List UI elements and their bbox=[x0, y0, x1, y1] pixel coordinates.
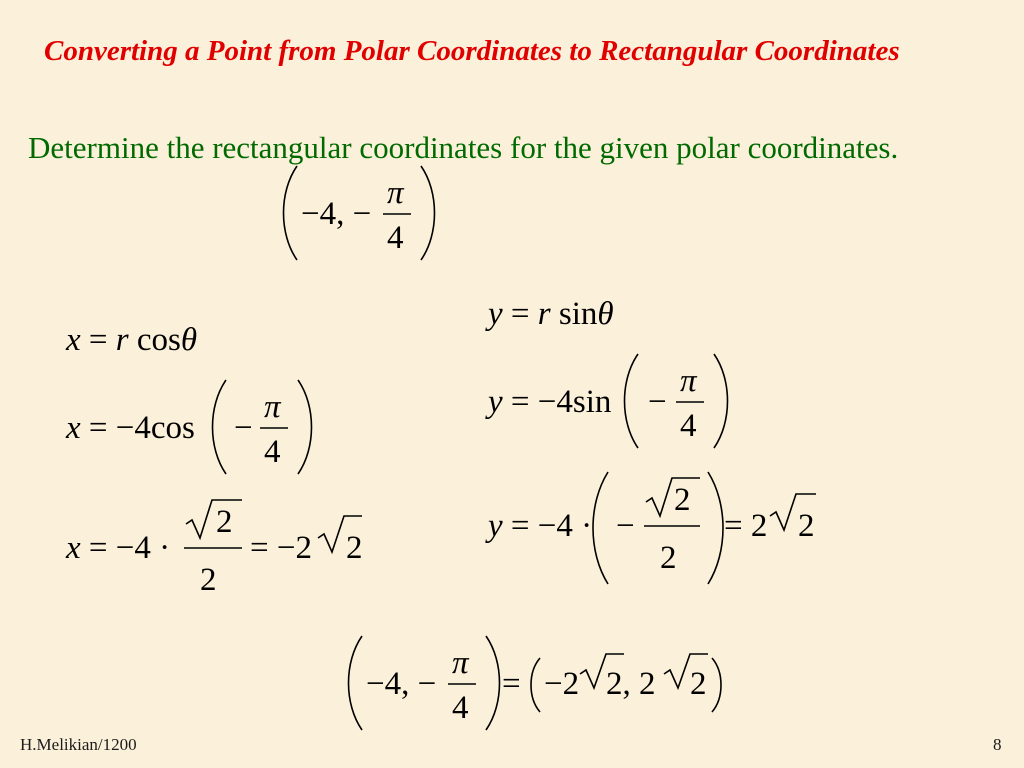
page-number: 8 bbox=[993, 735, 1002, 754]
svg-text:π: π bbox=[387, 175, 404, 211]
svg-text:−2: −2 bbox=[544, 666, 580, 702]
svg-text:−4, −: −4, − bbox=[301, 196, 372, 232]
svg-text:y = −4sin: y = −4sin bbox=[488, 384, 612, 420]
given-polar-point bbox=[283, 162, 443, 274]
x-formula bbox=[66, 318, 236, 370]
svg-text:2: 2 bbox=[674, 482, 691, 518]
svg-text:= −2: = −2 bbox=[250, 530, 312, 566]
svg-text:x = −4cos: x = −4cos bbox=[66, 410, 195, 446]
svg-text:y = −4 ·: y = −4 · bbox=[488, 508, 593, 544]
svg-text:4: 4 bbox=[680, 408, 697, 444]
svg-text:x = −4 ·: x = −4 · bbox=[66, 530, 171, 566]
svg-text:2: 2 bbox=[660, 540, 677, 576]
svg-text:y = r sinθ: y = r sinθ bbox=[488, 296, 614, 332]
svg-text:2: 2 bbox=[798, 508, 815, 544]
svg-text:−: − bbox=[616, 508, 635, 544]
x-substituted bbox=[66, 376, 326, 488]
footer-author: H.Melikian/1200 bbox=[20, 735, 137, 754]
svg-text:2, 2: 2, 2 bbox=[606, 666, 656, 702]
svg-text:−: − bbox=[648, 384, 667, 420]
svg-text:x = r cosθ: x = r cosθ bbox=[66, 322, 198, 358]
svg-text:−4, −: −4, − bbox=[366, 666, 437, 702]
svg-text:−: − bbox=[234, 410, 253, 446]
svg-text:π: π bbox=[452, 645, 469, 681]
final-answer bbox=[344, 632, 734, 744]
svg-text:4: 4 bbox=[264, 434, 281, 470]
y-formula bbox=[488, 292, 658, 344]
svg-text:2: 2 bbox=[216, 504, 233, 540]
x-result bbox=[66, 494, 366, 606]
svg-text:= 2: = 2 bbox=[724, 508, 768, 544]
svg-text:4: 4 bbox=[387, 220, 404, 256]
slide-title: Converting a Point from Polar Coordinates to Rectangular Coordinates bbox=[44, 35, 900, 67]
svg-text:4: 4 bbox=[452, 690, 469, 726]
svg-text:2: 2 bbox=[346, 530, 363, 566]
y-result bbox=[488, 468, 828, 595]
svg-text:=: = bbox=[502, 666, 521, 702]
y-substituted bbox=[488, 350, 738, 462]
svg-text:2: 2 bbox=[690, 666, 707, 702]
svg-text:π: π bbox=[264, 389, 281, 425]
problem-statement: Determine the rectangular coordinates for the given polar coordinates. bbox=[28, 130, 899, 165]
svg-text:π: π bbox=[680, 363, 697, 399]
svg-text:2: 2 bbox=[200, 562, 217, 598]
